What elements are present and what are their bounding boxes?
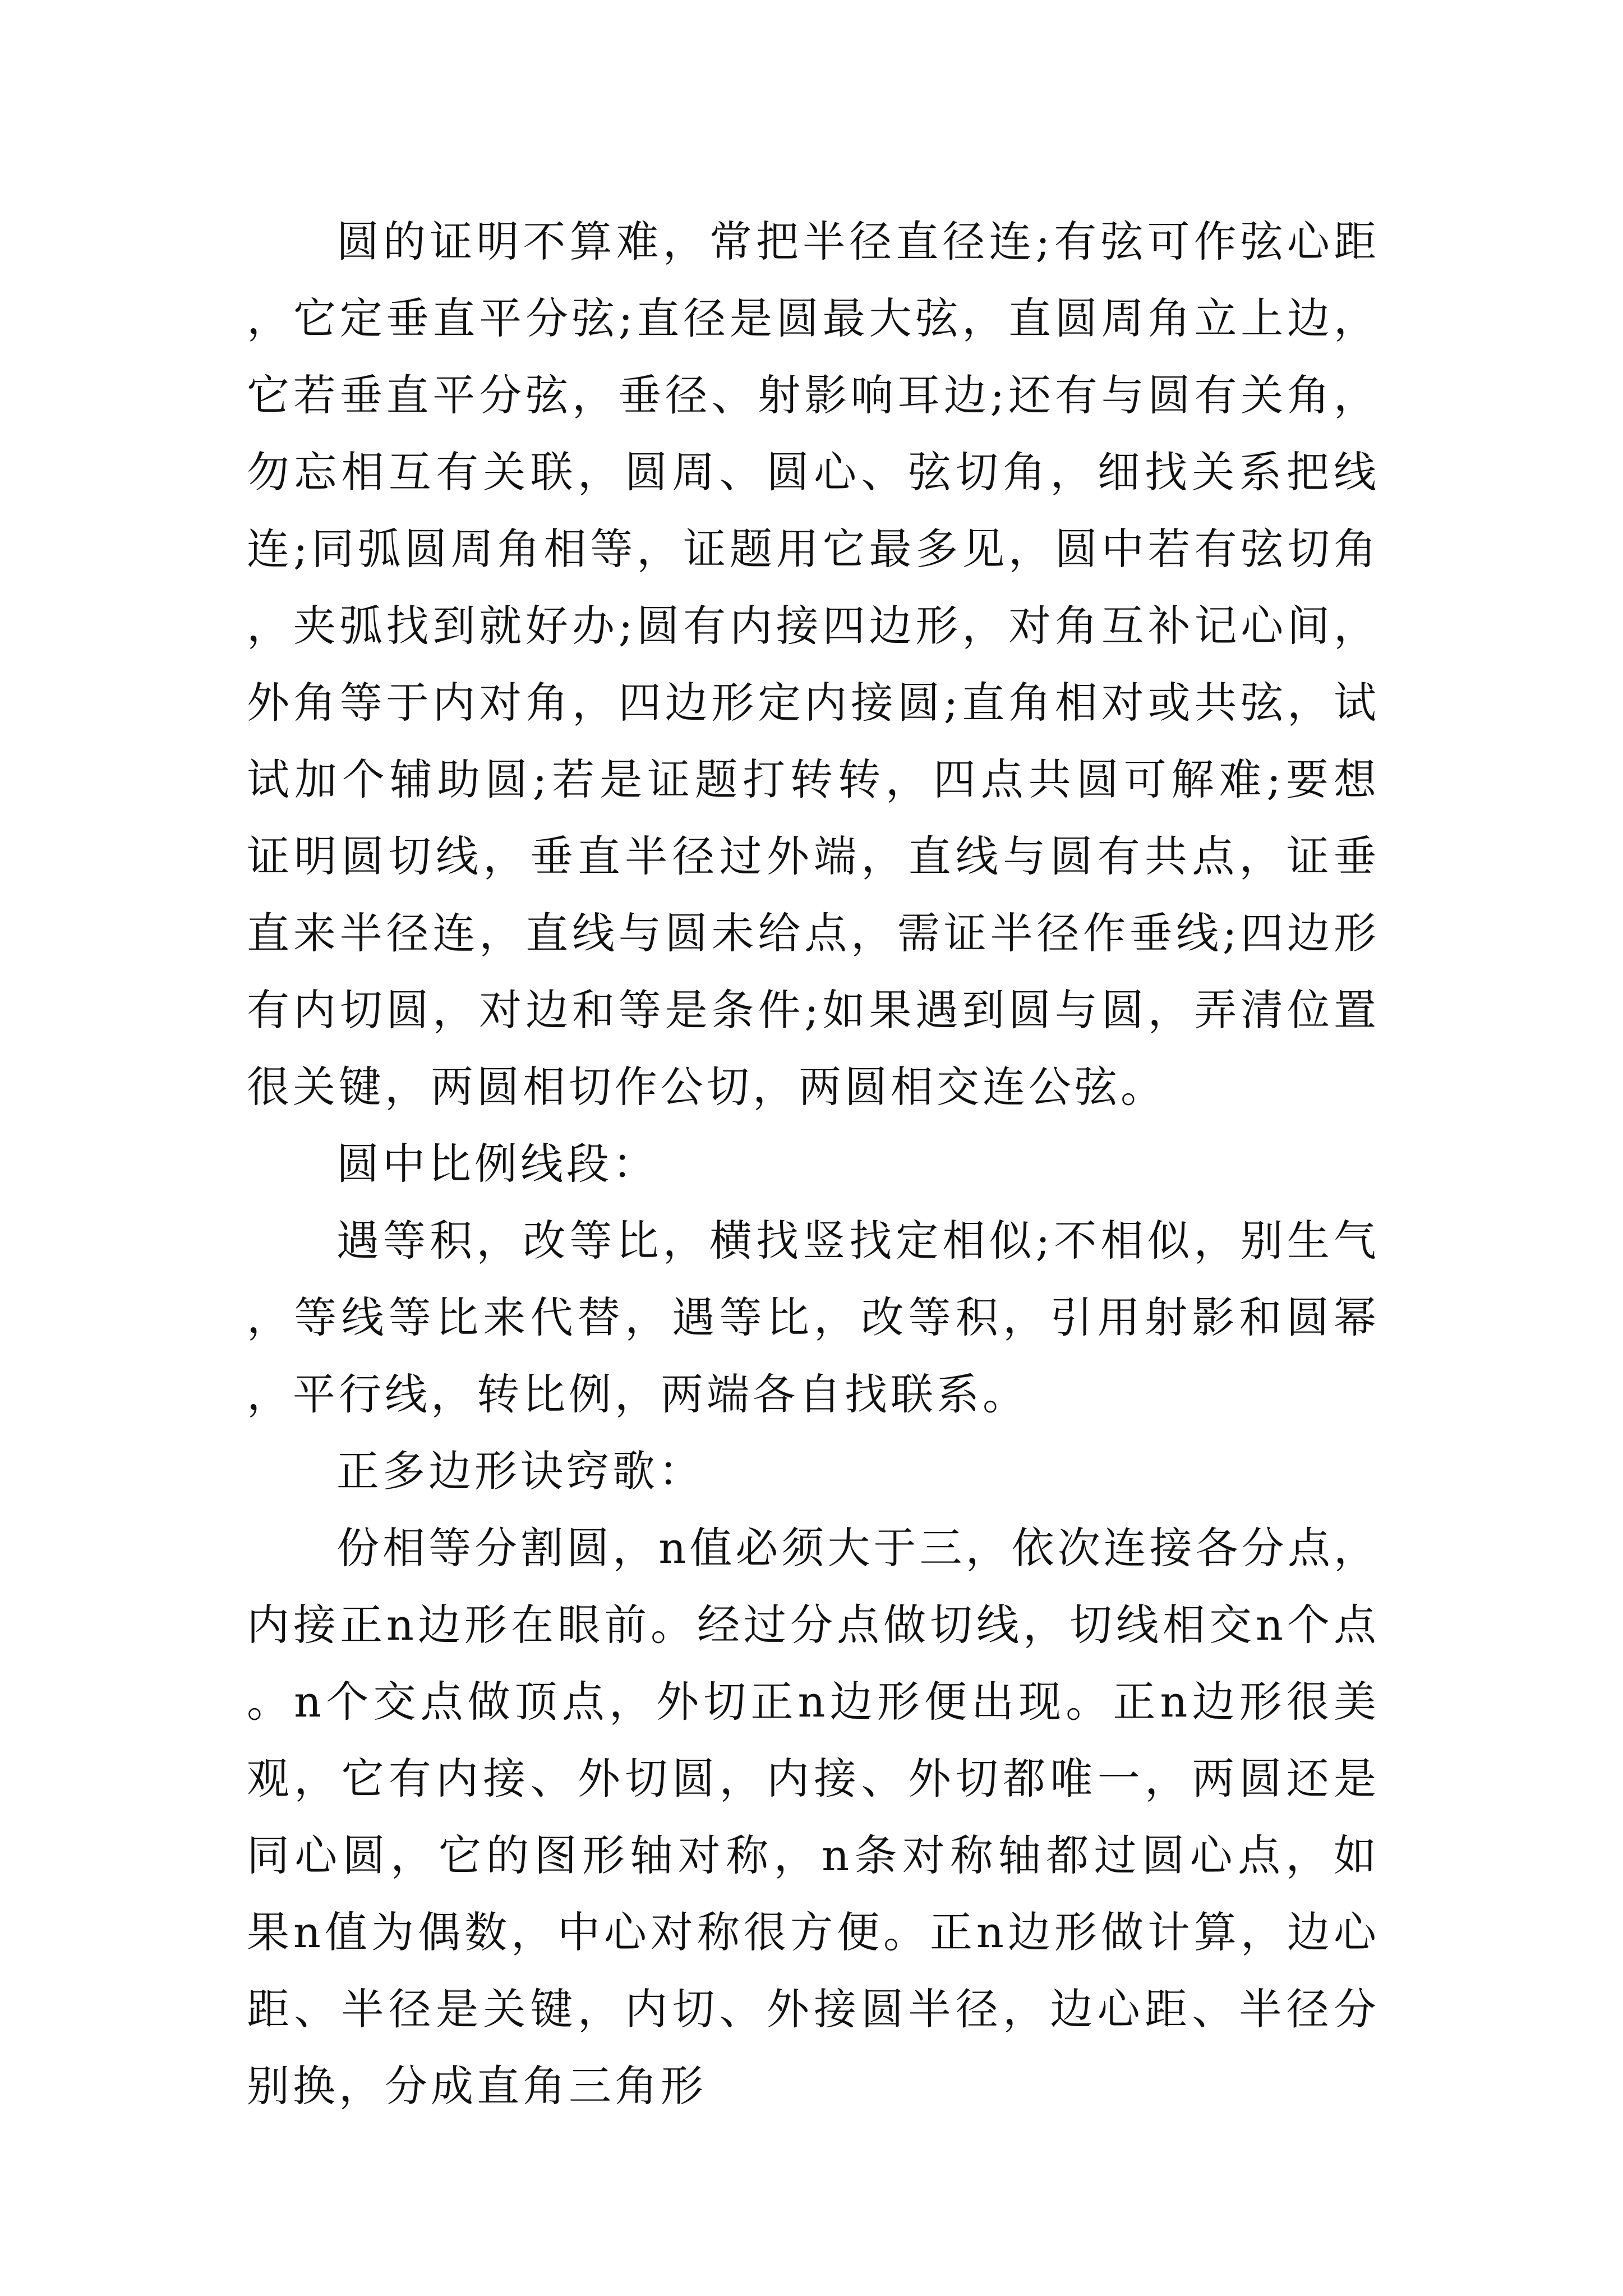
paragraph-proportional-segments: 遇等积，改等比，横找竖找定相似;不相似，别生气，等线等比来代替，遇等比，改等积，引用射影和圆幂，平行线，转比例，两端各自找联系。 xyxy=(247,1216,1380,1419)
document-body xyxy=(247,203,1380,2124)
heading-proportional-segments: 圆中比例线段： xyxy=(336,1139,658,1189)
paragraph-circle-proof: 圆的证明不算难，常把半径直径连;有弦可作弦心距，它定垂直平分弦;直径是圆最大弦，直圆周角立上边，它若垂直平分弦，垂径、射影响耳边;还有与圆有关角，勿忘相互有关联，圆周、圆心、弦切角，细找关系把线连;同弧圆周角相等，证题用它最多见，圆中若有弦切角，夹弧找到就好办;圆有内接四边形，对角互补记心间，外角等于内对角，四边形定内接圆;直角相对或共弦，试试加个辅助圆;若是证题打转转，四点共圆可解难;要想证明圆切线，垂直半径过外端，直线与圆有共点，证垂直来半径连，直线与圆未给点，需证半径作垂线;四边形有内切圆，对边和等是条件;如果遇到圆与圆，弄清位置很关键，两圆相切作公切，两圆相交连公弦。 xyxy=(247,217,1380,1112)
heading-regular-polygon: 正多边形诀窍歌： xyxy=(336,1446,704,1496)
paragraph-regular-polygon: 份相等分割圆，n值必须大于三，依次连接各分点，内接正n边形在眼前。经过分点做切线，切线相交n个点。n个交点做顶点，外切正n边形便出现。正n边形很美观，它有内接、外切圆，内接、外切都唯一，两圆还是同心圆，它的图形轴对称，n条对称轴都过圆心点，如果n值为偶数，中心对称很方便。正n边形做计算，边心距、半径是关键，内切、外接圆半径，边心距、半径分别换，分成直角三角形 xyxy=(247,1523,1380,2111)
